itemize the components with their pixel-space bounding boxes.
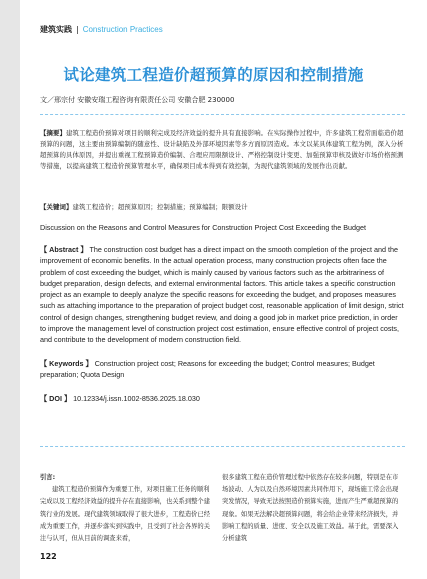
section-header [40,25,163,35]
body-column-right [222,472,404,545]
section-label-cn: 建筑实践 [40,25,72,34]
article-title: 试论建筑工程造价超预算的原因和控制措施 [63,66,364,84]
keywords-cn-label: 【关键词】 [40,203,73,211]
english-title: Discussion on the Reasons and Control Measures for Construction Project Cost Exceeding the Budget [40,223,367,232]
abstract-en-text: The construction cost budget has a direct impact on the smooth completion of the project and the improvement of economic benefits. In the actual operation process, many construction projects often face the problem of cost exceeding the budget, which is mainly caused by various factors such as the arbitrariness of budget preparation, design defects, and external environmental factors. This article takes a specific construction project as an example to deeply analyze the specific reasons for exceeding the budget, and proposes measures such as attaching importance to the preparation of project budget cost, reasonable application of limit design, strict control of design changes, strengthening budget review, and doing a good job in market price prediction, in order to improve the management level of construction project cost estimation, ensure effective control of project costs, and contribute to the development of modern construction field. [40,245,404,345]
body-paragraph-right: 很多建筑工程在造价管理过程中依然存在较多问题，特别是在市场波动、人为以及自然环境因素共同作用下，现场施工常会出现突发情况，导致无法按照造价预算实施，进而产生严重超预算的现象。如果无法解决超预算问题，将会给企业带来经济损失，并影响工程的质量、进度、安全以及施工效益。基于此，需要深入分析建筑 [222,474,399,543]
keywords-en-label: 【 Keywords 】 [40,359,93,368]
keywords-en-text: Construction project cost; Reasons for exceeding the budget; Control measures; Budget preparation; Quota Design [40,359,375,380]
author-affiliation: 文／邢宗付 安徽安瑞工程咨询有限责任公司 安徽合肥 230000 [40,96,235,104]
keywords-en [40,358,404,381]
doi-line [40,393,404,404]
section-separator: | [76,25,79,34]
keywords-cn [40,202,404,213]
bottom-divider [40,446,405,447]
abstract-en [40,244,404,346]
top-divider [40,114,405,115]
keywords-cn-text: 建筑工程造价；超预算原因；控制措施；预算编制；限额设计 [72,203,248,211]
doi-label: 【 DOI 】 [40,394,72,403]
abstract-cn-text: 建筑工程造价预算对项目的顺利完成及经济效益的提升具有直接影响。在实际操作过程中，许多建筑工程常面临造价超预算的问题，这主要由预算编制的随意性、设计缺陷及外部环境因素等多方面原因造成。本文以某具体建筑工程为例，深入分析超预算的具体原因，并提出重视工程预算造价编制、合理应用限额设计、严格控制设计变更、加强预算审核及做好市场价格预测等措施，以提高建筑工程造价预算管理水平，确保项目成本得到有效控制，为现代建筑领域的发展作出贡献。 [40,129,404,170]
body-column-left [40,472,210,545]
intro-paragraph: 建筑工程造价预算作为重要工作，对项目施工任务的顺利完成以及工程经济效益的提升存在直接影响，也关系到整个建筑行业的发展。现代建筑领域取得了很大进步，工程造价已经成为重要工作，并逐步落实到实践中，且受到了社会各界的关注与认可，但从目前的调查来看， [40,486,211,543]
abstract-en-label: 【 Abstract 】 [40,245,88,254]
doi-value: 10.12334/j.issn.1002-8536.2025.18.030 [73,394,200,403]
abstract-cn [40,128,404,172]
side-margin-band [0,0,20,579]
page-number: 122 [40,552,57,561]
abstract-cn-label: 【摘要】 [40,129,66,137]
section-label-en: Construction Practices [82,25,163,34]
intro-heading: 引言: [40,474,56,481]
